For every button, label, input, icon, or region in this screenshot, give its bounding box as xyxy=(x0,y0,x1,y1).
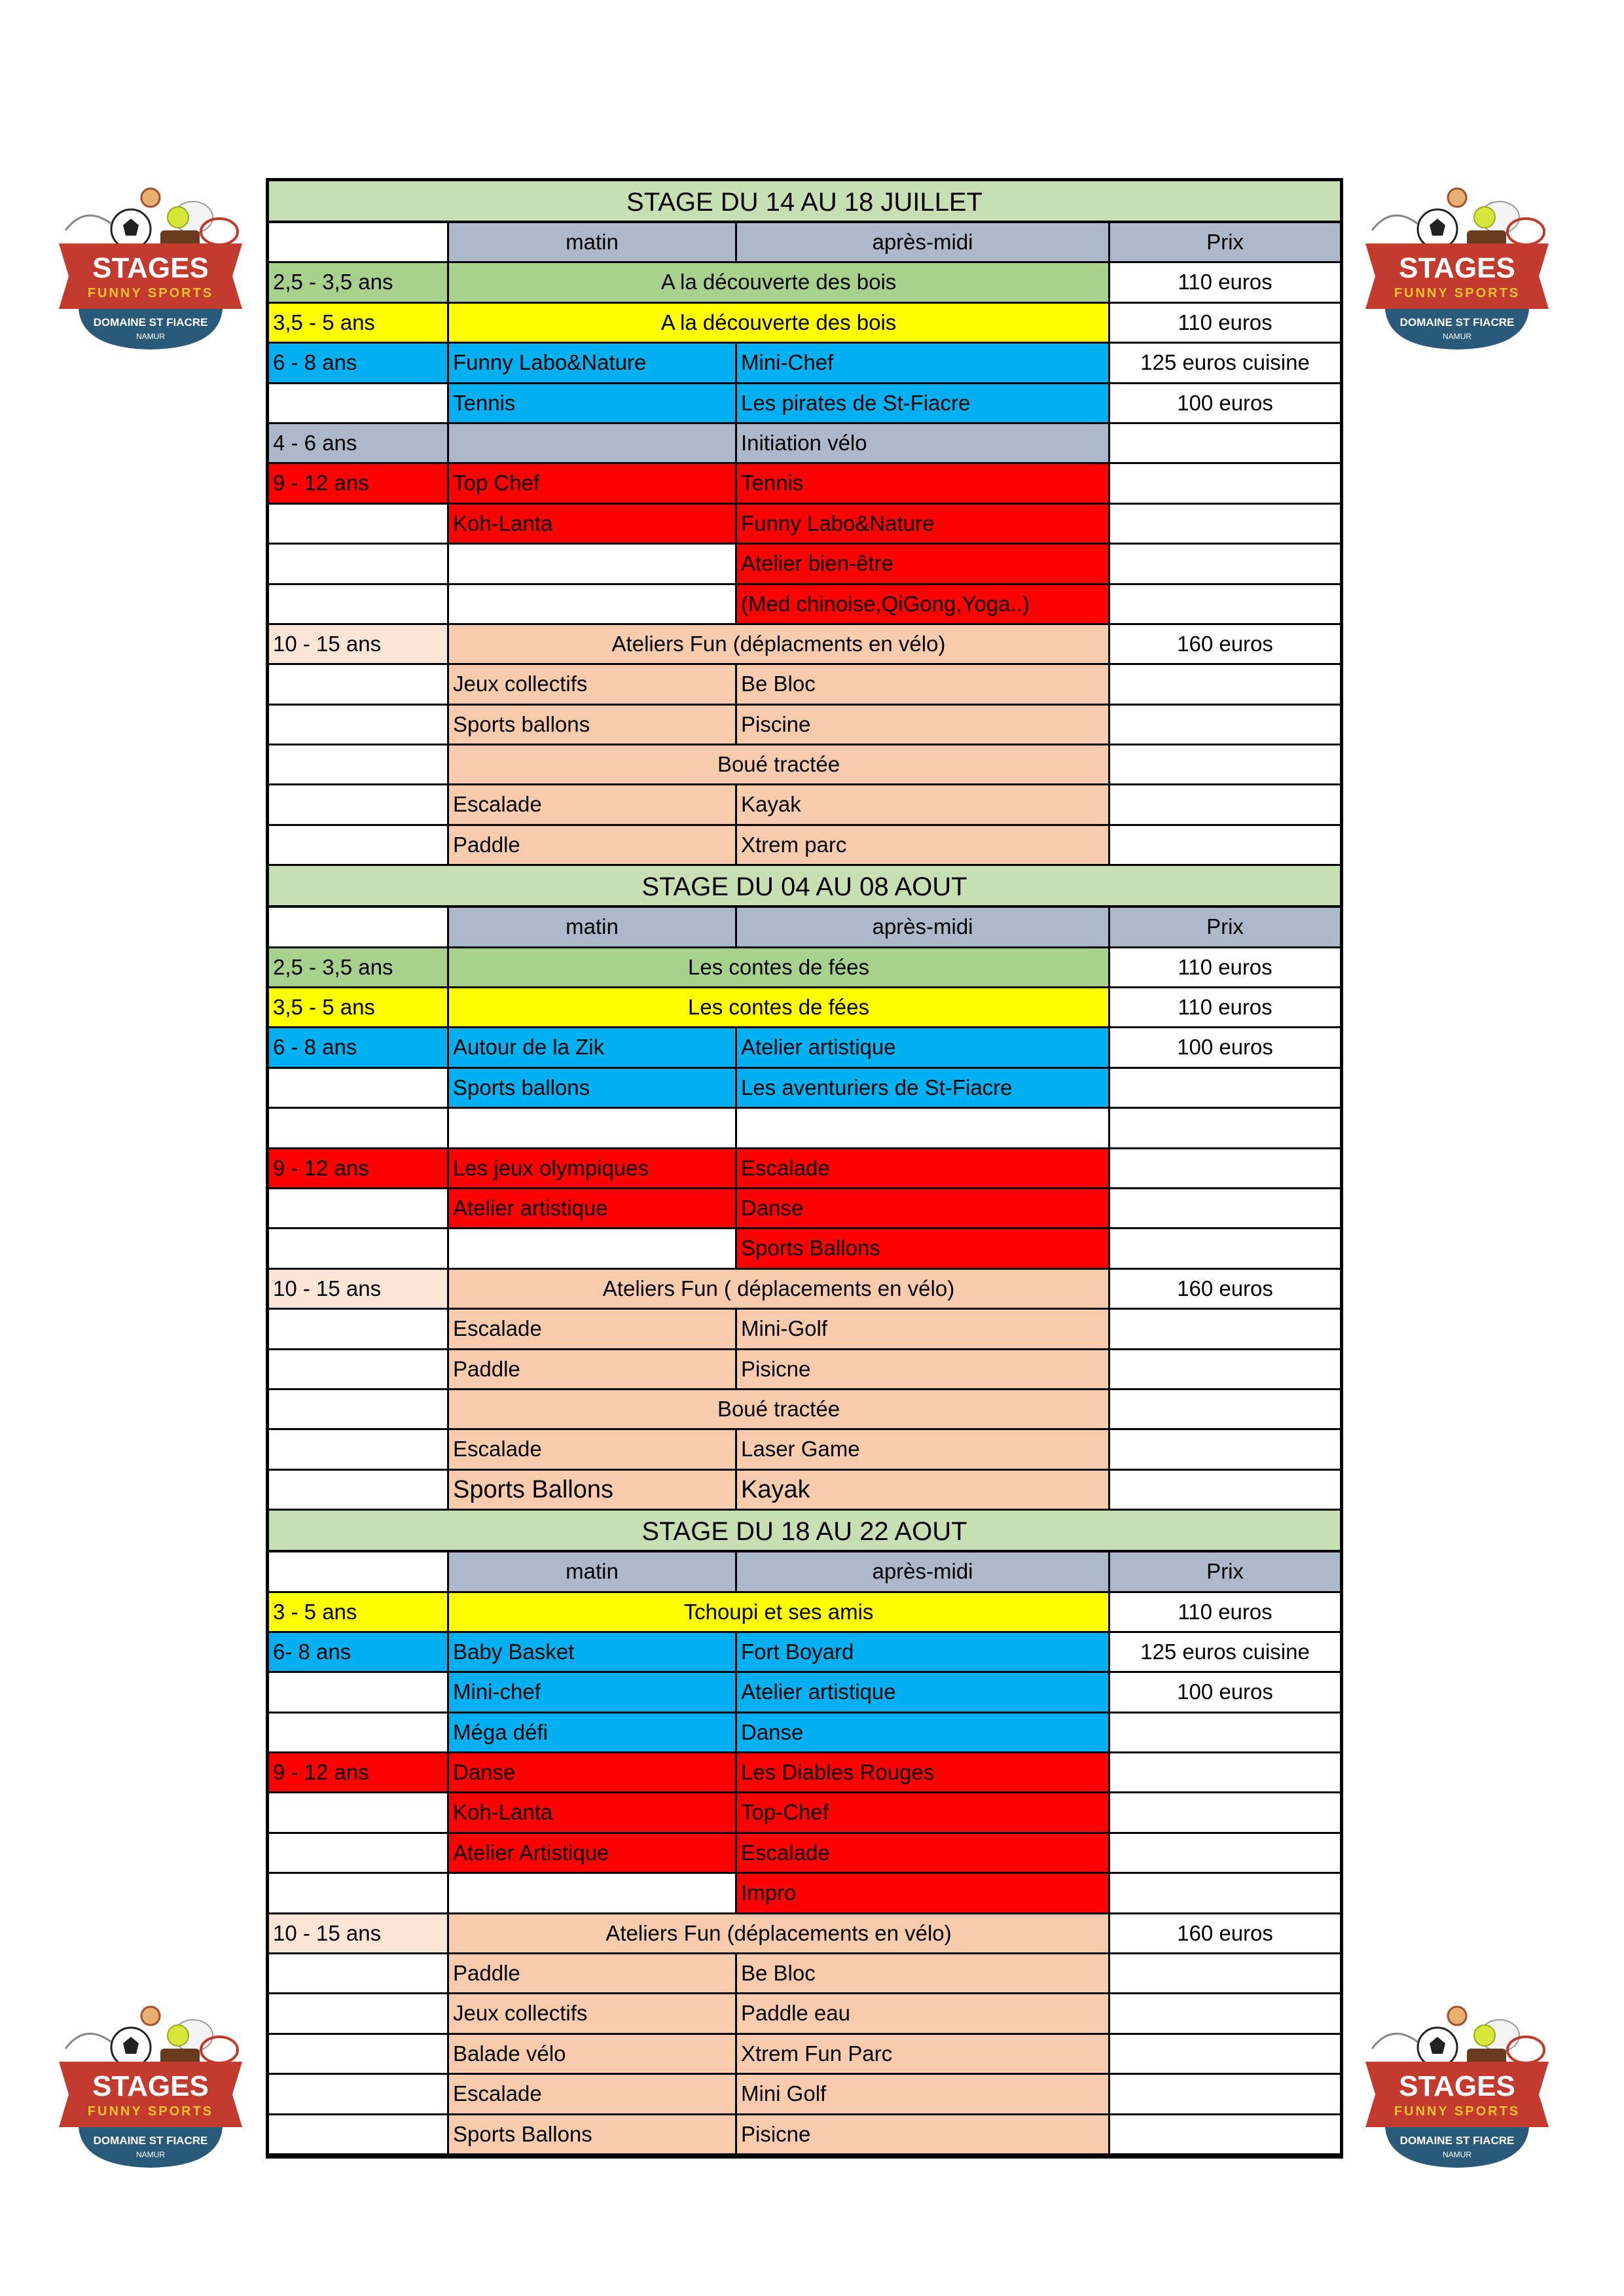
age-cell: 10 - 15 ans xyxy=(269,625,449,663)
header-prix: Prix xyxy=(1110,908,1340,946)
age-cell xyxy=(269,545,449,583)
table-row xyxy=(269,1270,1340,1310)
table-row xyxy=(269,1753,1340,1793)
table-row xyxy=(269,1229,1340,1269)
table-row xyxy=(269,1834,1340,1874)
matin-cell: Autour de la Zik xyxy=(449,1028,737,1066)
matin-cell: Sports ballons xyxy=(449,1069,737,1107)
table-row xyxy=(269,505,1340,545)
matin-cell: Escalade xyxy=(449,2075,737,2113)
prix-cell xyxy=(1110,1994,1340,2032)
logo-sub: FUNNY SPORTS xyxy=(1394,286,1521,300)
prix-cell: 125 euros cuisine xyxy=(1110,1633,1340,1671)
badge-shape xyxy=(1385,2127,1529,2168)
apres-midi-cell: Atelier artistique xyxy=(737,1028,1110,1066)
age-cell xyxy=(269,1350,449,1388)
apres-midi-cell: Xtrem Fun Parc xyxy=(737,2035,1110,2073)
prix-cell xyxy=(1110,706,1340,744)
header-prix: Prix xyxy=(1110,223,1340,261)
matin-cell: Funny Labo&Nature xyxy=(449,344,737,382)
matin-cell xyxy=(449,1874,737,1912)
prix-cell xyxy=(1110,1149,1340,1187)
age-cell: 6- 8 ans xyxy=(269,1633,449,1671)
table-row xyxy=(269,785,1340,825)
age-cell: 6 - 8 ans xyxy=(269,1028,449,1066)
matin-cell xyxy=(449,1109,737,1147)
logo-word: STAGES xyxy=(1399,252,1515,284)
header-apres-midi: après-midi xyxy=(737,1552,1110,1590)
age-cell xyxy=(269,1390,449,1428)
activity-span-cell: Ateliers Fun ( déplacements en vélo) xyxy=(449,1270,1110,1308)
age-cell xyxy=(269,1189,449,1227)
age-cell xyxy=(269,706,449,744)
table-row xyxy=(269,2115,1340,2155)
apres-midi-cell: Danse xyxy=(737,1713,1110,1751)
logo-sub: FUNNY SPORTS xyxy=(87,286,214,300)
prix-cell xyxy=(1110,1109,1340,1147)
activity-span-cell: A la découverte des bois xyxy=(449,263,1110,301)
sports-equipment-icon xyxy=(1372,2007,1544,2067)
matin-cell: Koh-Lanta xyxy=(449,1793,737,1831)
badge-shape xyxy=(79,2127,223,2168)
table-row xyxy=(269,1430,1340,1470)
stage-title: STAGE DU 04 AU 08 AOUT xyxy=(269,866,1340,908)
apres-midi-cell: Piscine xyxy=(737,706,1110,744)
prix-cell xyxy=(1110,545,1340,583)
matin-cell: Escalade xyxy=(449,1310,737,1348)
age-cell: 3,5 - 5 ans xyxy=(269,988,449,1026)
table-row xyxy=(269,1069,1340,1109)
matin-cell: Sports ballons xyxy=(449,706,737,744)
logo-place: DOMAINE ST FIACRE xyxy=(1399,316,1515,329)
age-cell xyxy=(269,2035,449,2073)
table-row xyxy=(269,585,1340,625)
prix-cell xyxy=(1110,2035,1340,2073)
matin-cell: Paddle xyxy=(449,826,737,864)
age-cell xyxy=(269,1109,449,1147)
age-cell xyxy=(269,1069,449,1107)
sports-equipment-icon xyxy=(1372,188,1544,249)
apres-midi-cell: Atelier artistique xyxy=(737,1673,1110,1711)
logo-sub: FUNNY SPORTS xyxy=(87,2104,214,2119)
matin-cell: Jeux collectifs xyxy=(449,1994,737,2032)
prix-cell xyxy=(1110,1350,1340,1388)
prix-cell xyxy=(1110,424,1340,462)
apres-midi-cell: Tennis xyxy=(737,464,1110,502)
prix-cell xyxy=(1110,1069,1340,1107)
apres-midi-cell: Pisicne xyxy=(737,1350,1110,1388)
table-row xyxy=(269,1994,1340,2034)
table-row xyxy=(269,1149,1340,1189)
matin-cell: Balade vélo xyxy=(449,2035,737,2073)
age-cell xyxy=(269,1229,449,1267)
age-cell xyxy=(269,665,449,703)
prix-cell xyxy=(1110,1390,1340,1428)
logo-city: NAMUR xyxy=(136,2150,165,2159)
apres-midi-cell: Pisicne xyxy=(737,2115,1110,2153)
age-cell xyxy=(269,384,449,422)
table-row xyxy=(269,1713,1340,1753)
prix-cell xyxy=(1110,2115,1340,2153)
matin-cell: Baby Basket xyxy=(449,1633,737,1671)
table-row xyxy=(269,1633,1340,1673)
apres-midi-cell: Les pirates de St-Fiacre xyxy=(737,384,1110,422)
prix-cell xyxy=(1110,464,1340,502)
prix-cell xyxy=(1110,785,1340,823)
apres-midi-cell: Kayak xyxy=(737,1471,1110,1509)
age-cell: 2,5 - 3,5 ans xyxy=(269,263,449,301)
prix-cell: 100 euros xyxy=(1110,384,1340,422)
activity-span-cell: Les contes de fées xyxy=(449,988,1110,1026)
logo-bottom-right xyxy=(1359,1996,1555,2173)
table-row xyxy=(269,745,1340,785)
matin-cell xyxy=(449,424,737,462)
header-prix: Prix xyxy=(1110,1552,1340,1590)
matin-cell: Tennis xyxy=(449,384,737,422)
prix-cell: 110 euros xyxy=(1110,948,1340,986)
schedule-table xyxy=(266,178,1343,2159)
matin-cell: Koh-Lanta xyxy=(449,505,737,543)
age-cell xyxy=(269,585,449,623)
apres-midi-cell: Kayak xyxy=(737,785,1110,823)
table-row xyxy=(269,1189,1340,1229)
column-header-row xyxy=(269,223,1340,263)
table-row xyxy=(269,948,1340,988)
matin-cell: Méga défi xyxy=(449,1713,737,1751)
prix-cell: 100 euros xyxy=(1110,1028,1340,1066)
table-row xyxy=(269,263,1340,303)
age-cell: 6 - 8 ans xyxy=(269,344,449,382)
header-age xyxy=(269,223,449,261)
prix-cell: 160 euros xyxy=(1110,625,1340,663)
age-cell: 9 - 12 ans xyxy=(269,1753,449,1791)
age-cell xyxy=(269,745,449,783)
matin-cell: Top Chef xyxy=(449,464,737,502)
prix-cell xyxy=(1110,1471,1340,1509)
matin-cell: Sports Ballons xyxy=(449,1471,737,1509)
header-apres-midi: après-midi xyxy=(737,223,1110,261)
apres-midi-cell: Les Diables Rouges xyxy=(737,1753,1110,1791)
activity-span-cell: Tchoupi et ses amis xyxy=(449,1593,1110,1631)
prix-cell xyxy=(1110,1954,1340,1992)
header-apres-midi: après-midi xyxy=(737,908,1110,946)
matin-cell: Les jeux olympiques xyxy=(449,1149,737,1187)
apres-midi-cell: Initiation vélo xyxy=(737,424,1110,462)
apres-midi-cell: Funny Labo&Nature xyxy=(737,505,1110,543)
header-age xyxy=(269,908,449,946)
table-row xyxy=(269,464,1340,504)
matin-cell: Escalade xyxy=(449,1430,737,1468)
prix-cell: 110 euros xyxy=(1110,304,1340,342)
age-cell xyxy=(269,1954,449,1992)
logo-sub: FUNNY SPORTS xyxy=(1394,2104,1521,2119)
table-row xyxy=(269,665,1340,705)
table-row xyxy=(269,1310,1340,1350)
table-row xyxy=(269,1673,1340,1713)
apres-midi-cell: Impro xyxy=(737,1874,1110,1912)
apres-midi-cell: (Med chinoise,QiGong,Yoga..) xyxy=(737,585,1110,623)
prix-cell xyxy=(1110,826,1340,864)
prix-cell xyxy=(1110,745,1340,783)
matin-cell: Jeux collectifs xyxy=(449,665,737,703)
table-row xyxy=(269,344,1340,384)
age-cell xyxy=(269,1471,449,1509)
age-cell xyxy=(269,505,449,543)
matin-cell: Sports Ballons xyxy=(449,2115,737,2153)
table-row xyxy=(269,2075,1340,2115)
table-row xyxy=(269,1028,1340,1068)
activity-span-cell: Les contes de fées xyxy=(449,948,1110,986)
matin-cell xyxy=(449,1229,737,1267)
age-cell xyxy=(269,1673,449,1711)
apres-midi-cell: Paddle eau xyxy=(737,1994,1110,2032)
table-row xyxy=(269,1874,1340,1914)
age-cell: 10 - 15 ans xyxy=(269,1270,449,1308)
apres-midi-cell: Mini-Chef xyxy=(737,344,1110,382)
prix-cell xyxy=(1110,1874,1340,1912)
prix-cell xyxy=(1110,1793,1340,1831)
table-row xyxy=(269,1109,1340,1149)
logo-city: NAMUR xyxy=(1443,2150,1471,2159)
table-row xyxy=(269,1593,1340,1633)
stage-title: STAGE DU 14 AU 18 JUILLET xyxy=(269,181,1340,223)
logo-city: NAMUR xyxy=(1443,332,1471,341)
age-cell: 9 - 12 ans xyxy=(269,1149,449,1187)
logo-top-left xyxy=(52,178,249,355)
activity-span-cell: Boué tractée xyxy=(449,745,1110,783)
logo-place: DOMAINE ST FIACRE xyxy=(93,316,208,329)
table-row xyxy=(269,826,1340,866)
prix-cell xyxy=(1110,1753,1340,1791)
table-row xyxy=(269,384,1340,424)
age-cell xyxy=(269,1713,449,1751)
logo-place: DOMAINE ST FIACRE xyxy=(1399,2134,1515,2147)
prix-cell xyxy=(1110,2075,1340,2113)
age-cell: 9 - 12 ans xyxy=(269,464,449,502)
prix-cell xyxy=(1110,1834,1340,1872)
table-row xyxy=(269,1954,1340,1994)
apres-midi-cell: Danse xyxy=(737,1189,1110,1227)
age-cell xyxy=(269,1834,449,1872)
table-row xyxy=(269,706,1340,745)
age-cell: 3 - 5 ans xyxy=(269,1593,449,1631)
age-cell xyxy=(269,785,449,823)
age-cell xyxy=(269,2075,449,2113)
sports-equipment-icon xyxy=(65,2007,238,2067)
age-cell: 3,5 - 5 ans xyxy=(269,304,449,342)
matin-cell: Atelier Artistique xyxy=(449,1834,737,1872)
apres-midi-cell: Xtrem parc xyxy=(737,826,1110,864)
prix-cell: 160 euros xyxy=(1110,1270,1340,1308)
prix-cell xyxy=(1110,1229,1340,1267)
age-cell: 2,5 - 3,5 ans xyxy=(269,948,449,986)
apres-midi-cell xyxy=(737,1109,1110,1147)
prix-cell xyxy=(1110,1713,1340,1751)
header-matin: matin xyxy=(449,1552,737,1590)
table-row xyxy=(269,988,1340,1028)
logo-word: STAGES xyxy=(92,2070,209,2102)
logo-city: NAMUR xyxy=(136,332,165,341)
apres-midi-cell: Be Bloc xyxy=(737,665,1110,703)
prix-cell: 160 euros xyxy=(1110,1914,1340,1952)
matin-cell: Escalade xyxy=(449,785,737,823)
age-cell xyxy=(269,1310,449,1348)
matin-cell: Danse xyxy=(449,1753,737,1791)
table-row xyxy=(269,1350,1340,1390)
prix-cell xyxy=(1110,505,1340,543)
prix-cell xyxy=(1110,1189,1340,1227)
prix-cell xyxy=(1110,1430,1340,1468)
logo-word: STAGES xyxy=(92,252,209,284)
activity-span-cell: Ateliers Fun (déplacements en vélo) xyxy=(449,1914,1110,1952)
column-header-row xyxy=(269,1552,1340,1592)
table-row xyxy=(269,1793,1340,1833)
header-matin: matin xyxy=(449,908,737,946)
stage-title: STAGE DU 18 AU 22 AOUT xyxy=(269,1511,1340,1552)
apres-midi-cell: Escalade xyxy=(737,1834,1110,1872)
age-cell: 10 - 15 ans xyxy=(269,1914,449,1952)
logo-word: STAGES xyxy=(1399,2070,1515,2102)
prix-cell xyxy=(1110,585,1340,623)
prix-cell: 110 euros xyxy=(1110,263,1340,301)
prix-cell: 125 euros cuisine xyxy=(1110,344,1340,382)
apres-midi-cell: Sports Ballons xyxy=(737,1229,1110,1267)
column-header-row xyxy=(269,908,1340,948)
activity-span-cell: Boué tractée xyxy=(449,1390,1110,1428)
prix-cell xyxy=(1110,665,1340,703)
table-row xyxy=(269,1390,1340,1430)
apres-midi-cell: Laser Game xyxy=(737,1430,1110,1468)
table-row xyxy=(269,2035,1340,2075)
matin-cell xyxy=(449,545,737,583)
logo-top-right xyxy=(1359,178,1555,355)
matin-cell xyxy=(449,585,737,623)
matin-cell: Mini-chef xyxy=(449,1673,737,1711)
badge-shape xyxy=(1385,309,1529,350)
prix-cell: 110 euros xyxy=(1110,988,1340,1026)
apres-midi-cell: Mini-Golf xyxy=(737,1310,1110,1348)
age-cell xyxy=(269,1430,449,1468)
matin-cell: Atelier artistique xyxy=(449,1189,737,1227)
apres-midi-cell: Fort Boyard xyxy=(737,1633,1110,1671)
prix-cell xyxy=(1110,1310,1340,1348)
table-row xyxy=(269,1471,1340,1511)
age-cell xyxy=(269,826,449,864)
age-cell xyxy=(269,1793,449,1831)
matin-cell: Paddle xyxy=(449,1954,737,1992)
badge-shape xyxy=(79,309,223,350)
table-row xyxy=(269,304,1340,344)
apres-midi-cell: Top-Chef xyxy=(737,1793,1110,1831)
apres-midi-cell: Escalade xyxy=(737,1149,1110,1187)
apres-midi-cell: Mini Golf xyxy=(737,2075,1110,2113)
table-row xyxy=(269,625,1340,665)
age-cell: 4 - 6 ans xyxy=(269,424,449,462)
table-row xyxy=(269,424,1340,464)
prix-cell: 110 euros xyxy=(1110,1593,1340,1631)
table-row xyxy=(269,545,1340,584)
logo-bottom-left xyxy=(52,1996,249,2173)
age-cell xyxy=(269,2115,449,2153)
apres-midi-cell: Les aventuriers de St-Fiacre xyxy=(737,1069,1110,1107)
header-age xyxy=(269,1552,449,1590)
logo-place: DOMAINE ST FIACRE xyxy=(93,2134,208,2147)
sports-equipment-icon xyxy=(65,188,238,249)
age-cell xyxy=(269,1994,449,2032)
apres-midi-cell: Atelier bien-être xyxy=(737,545,1110,583)
header-matin: matin xyxy=(449,223,737,261)
apres-midi-cell: Be Bloc xyxy=(737,1954,1110,1992)
matin-cell: Paddle xyxy=(449,1350,737,1388)
activity-span-cell: A la découverte des bois xyxy=(449,304,1110,342)
age-cell xyxy=(269,1874,449,1912)
activity-span-cell: Ateliers Fun (déplacments en vélo) xyxy=(449,625,1110,663)
prix-cell: 100 euros xyxy=(1110,1673,1340,1711)
table-row xyxy=(269,1914,1340,1954)
